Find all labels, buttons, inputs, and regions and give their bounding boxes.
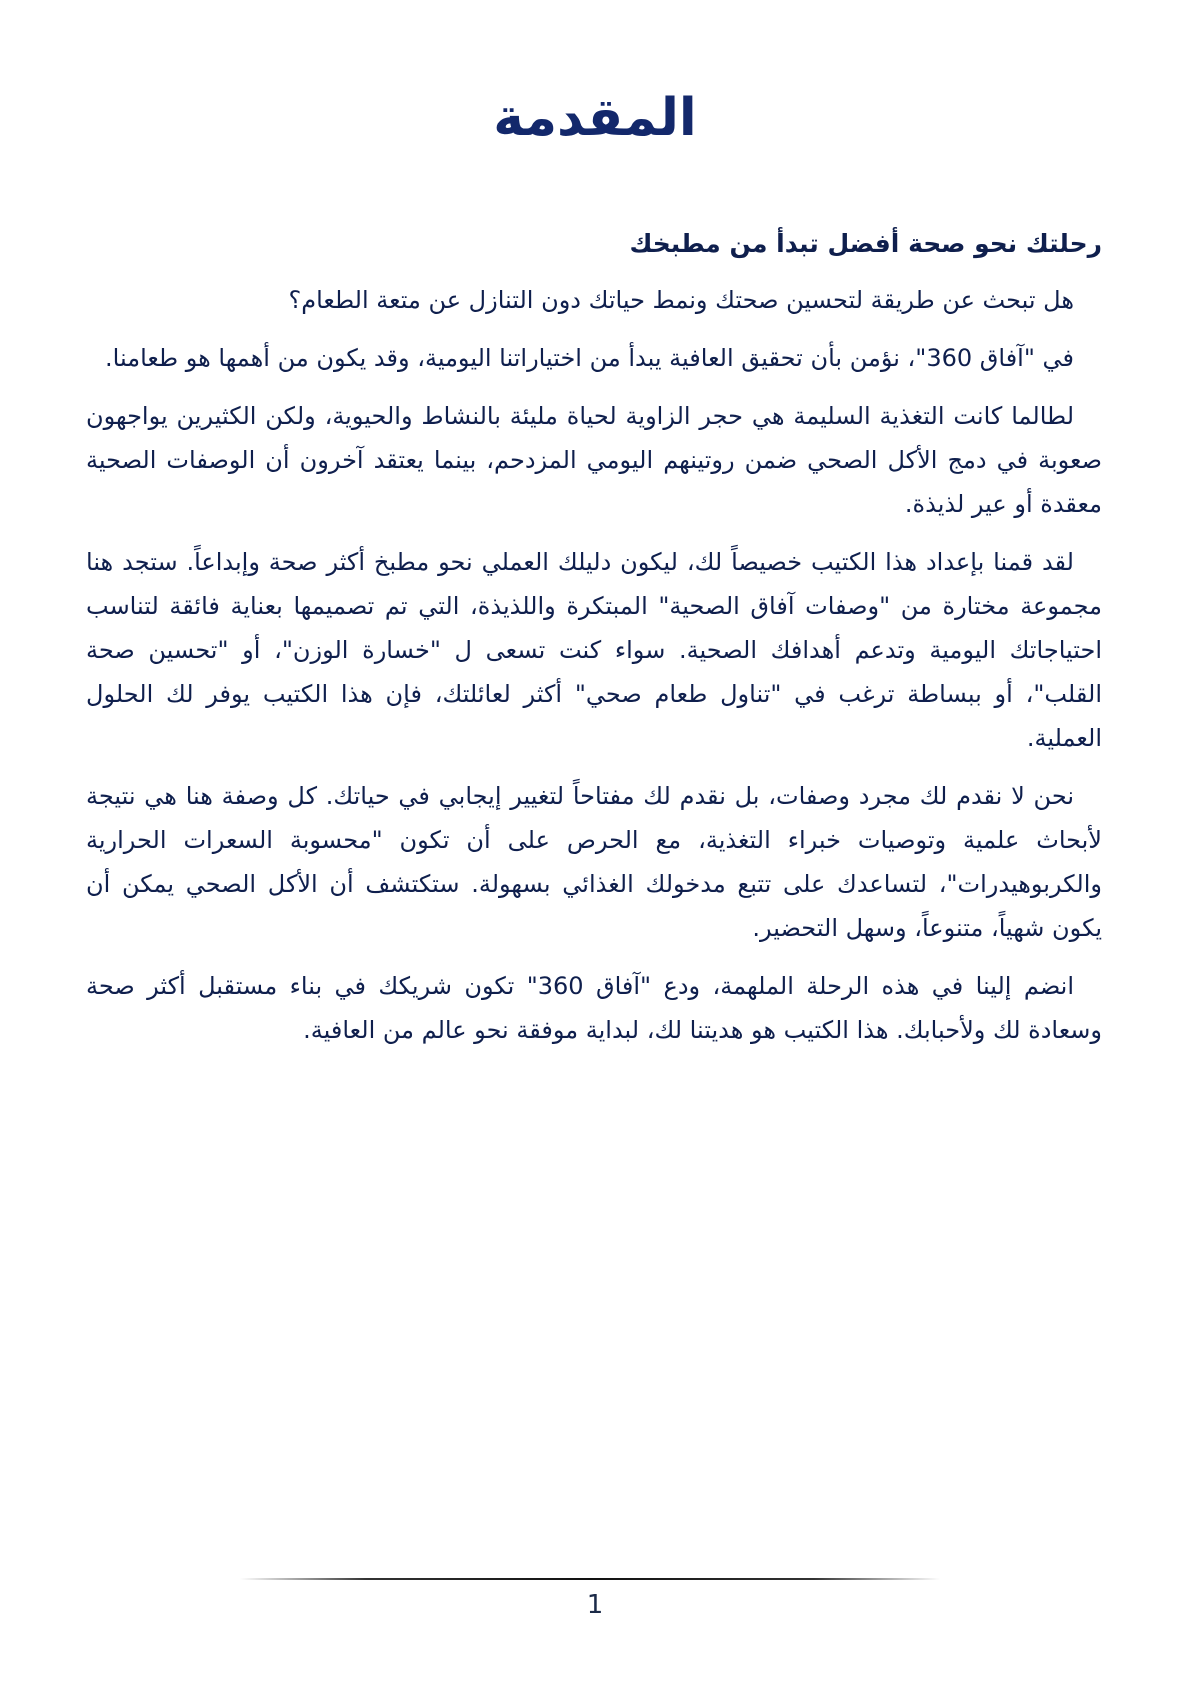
paragraph-2: في "آفاق 360"، نؤمن بأن تحقيق العافية يبدأ من اختياراتنا اليومية، وقد يكون من أهمها هو طعامنا. (105, 344, 1074, 372)
page-number: 1 (586, 1590, 604, 1620)
footer-divider (240, 1578, 940, 1580)
content-body (86, 222, 1102, 1066)
paragraph-1: هل تبحث عن طريقة لتحسين صحتك ونمط حياتك دون التنازل عن متعة الطعام؟ (288, 286, 1074, 314)
paragraph-3: لطالما كانت التغذية السليمة هي حجر الزاوية لحياة مليئة بالنشاط والحيوية، ولكن الكثيرين يواجهون صعوبة في دمج الأكل الصحي ضمن روتينهم اليومي المزدحم، بينما يعتقد آخرون أن الوصفات الصحية معقدة أو عير لذيذة. (86, 402, 1102, 518)
section-subtitle: رحلتك نحو صحة أفضل تبدأ من مطبخك (629, 229, 1102, 258)
paragraph-4: لقد قمنا بإعداد هذا الكتيب خصيصاً لك، ليكون دليلك العملي نحو مطبخ أكثر صحة وإبداعاً. ستجد هنا مجموعة مختارة من "وصفات آفاق الصحية" المبتكرة واللذيذة، التي تم تصميمها بعناية فائقة لتناسب احتياجاتك اليومية وتدعم أهدافك الصحية. سواء كنت تسعى ل "خسارة الوزن"، أو "تحسين صحة القلب"، أو ببساطة ترغب في "تناول طعام صحي" أكثر لعائلتك، فإن هذا الكتيب يوفر لك الحلول العملية. (86, 548, 1102, 752)
paragraph-5: نحن لا نقدم لك مجرد وصفات، بل نقدم لك مفتاحاً لتغيير إيجابي في حياتك. كل وصفة هنا هي نتيجة لأبحاث علمية وتوصيات خبراء التغذية، مع الحرص على أن تكون "محسوبة السعرات الحرارية والكربوهيدرات"، لتساعدك على تتبع مدخولك الغذائي بسهولة. ستكتشف أن الأكل الصحي يمكن أن يكون شهياً، متنوعاً، وسهل التحضير. (86, 782, 1102, 942)
paragraph-6: انضم إلينا في هذه الرحلة الملهمة، ودع "آفاق 360" تكون شريكك في بناء مستقبل أكثر صحة وسعادة لك ولأحبابك. هذا الكتيب هو هديتنا لك، لبداية موفقة نحو عالم من العافية. (86, 972, 1102, 1044)
page-title: المقدمة (493, 88, 697, 148)
